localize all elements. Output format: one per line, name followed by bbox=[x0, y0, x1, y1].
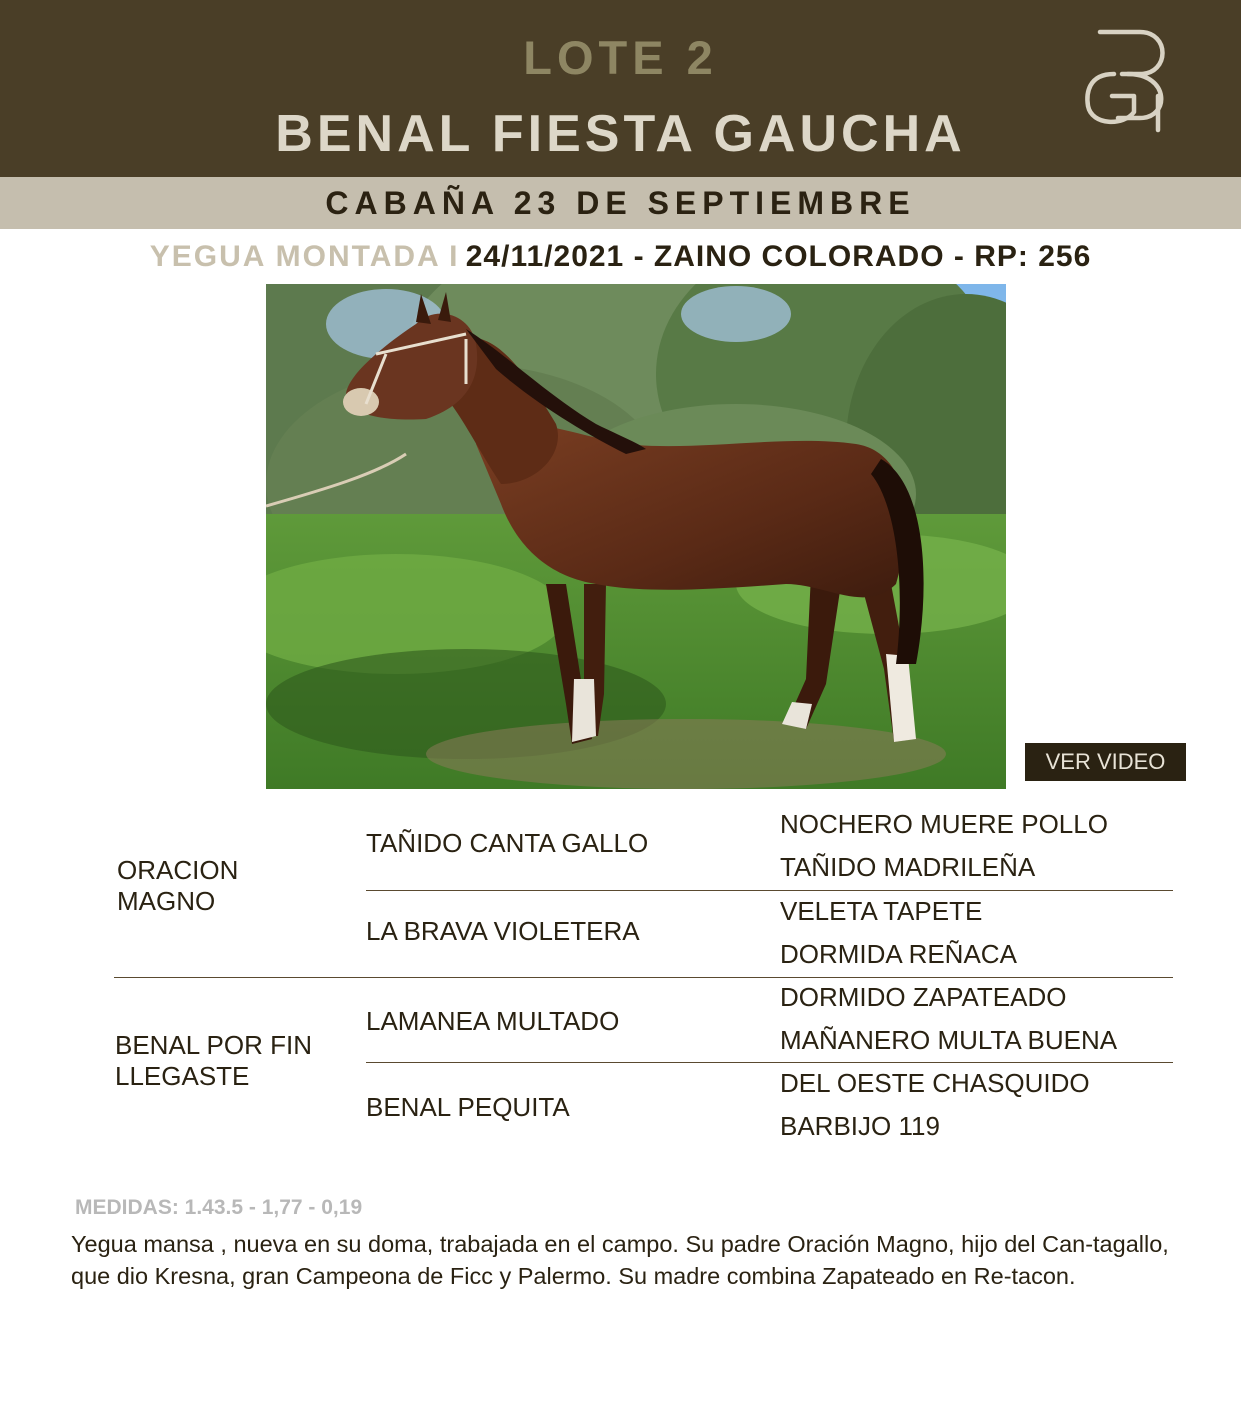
pedigree-dam-dam: BENAL PEQUITA bbox=[366, 1092, 570, 1122]
pedigree-divider bbox=[366, 890, 1173, 891]
info-separator: I bbox=[449, 240, 458, 273]
pedigree-sire bbox=[117, 855, 238, 917]
dam-line-1: BENAL POR FIN bbox=[115, 1030, 312, 1060]
pedigree-great-6: MAÑANERO MULTA BUENA bbox=[780, 1025, 1118, 1055]
bay-mare-photo-illustration bbox=[266, 284, 1006, 789]
category-label: YEGUA MONTADA bbox=[149, 240, 441, 273]
ver-video-button[interactable]: VER VIDEO bbox=[1025, 743, 1186, 781]
pedigree-great-5: DORMIDO ZAPATEADO bbox=[780, 982, 1067, 1012]
dam-line-2: LLEGASTE bbox=[115, 1061, 250, 1091]
horse-details: 24/11/2021 - ZAINO COLORADO - RP: 256 bbox=[465, 240, 1092, 273]
pedigree-great-3: VELETA TAPETE bbox=[780, 896, 983, 926]
horse-name-title: BENAL FIESTA GAUCHA bbox=[275, 105, 966, 163]
sire-line-1: ORACION bbox=[117, 855, 239, 885]
pedigree-sire-dam: LA BRAVA VIOLETERA bbox=[366, 916, 640, 946]
pedigree-great-1: NOCHERO MUERE POLLO bbox=[780, 809, 1108, 839]
pedigree-great-2: TAÑIDO MADRILEÑA bbox=[780, 852, 1036, 882]
horse-photo bbox=[266, 284, 1006, 789]
sire-line-2: MAGNO bbox=[117, 886, 216, 916]
info-line bbox=[0, 240, 1241, 274]
description-text: Yegua mansa , nueva en su doma, trabajada en el campo. Su padre Oración Magno, hijo del Can-tagallo, que dio Kresna, gran Campeona de Ficc y Palermo. Su madre combina Zapateado en Re-tacon. bbox=[71, 1231, 1169, 1289]
medidas-measurements: MEDIDAS: 1.43.5 - 1,77 - 0,19 bbox=[75, 1196, 363, 1219]
pedigree-dam bbox=[115, 1030, 312, 1092]
pedigree-dam-sire: LAMANEA MULTADO bbox=[366, 1006, 620, 1036]
breeder-name: CABAÑA 23 DE SEPTIEMBRE bbox=[325, 185, 916, 221]
pedigree-sire-sire: TAÑIDO CANTA GALLO bbox=[366, 828, 649, 858]
pedigree-great-7: DEL OESTE CHASQUIDO bbox=[780, 1068, 1090, 1098]
pedigree-great-8: BARBIJO 119 bbox=[780, 1111, 940, 1141]
pedigree-great-4: DORMIDA REÑACA bbox=[780, 939, 1017, 969]
gb-monogram-logo-icon bbox=[1078, 22, 1174, 138]
pedigree-divider bbox=[114, 977, 1173, 978]
lot-number: LOTE 2 bbox=[523, 31, 718, 84]
pedigree-divider bbox=[366, 1062, 1173, 1063]
